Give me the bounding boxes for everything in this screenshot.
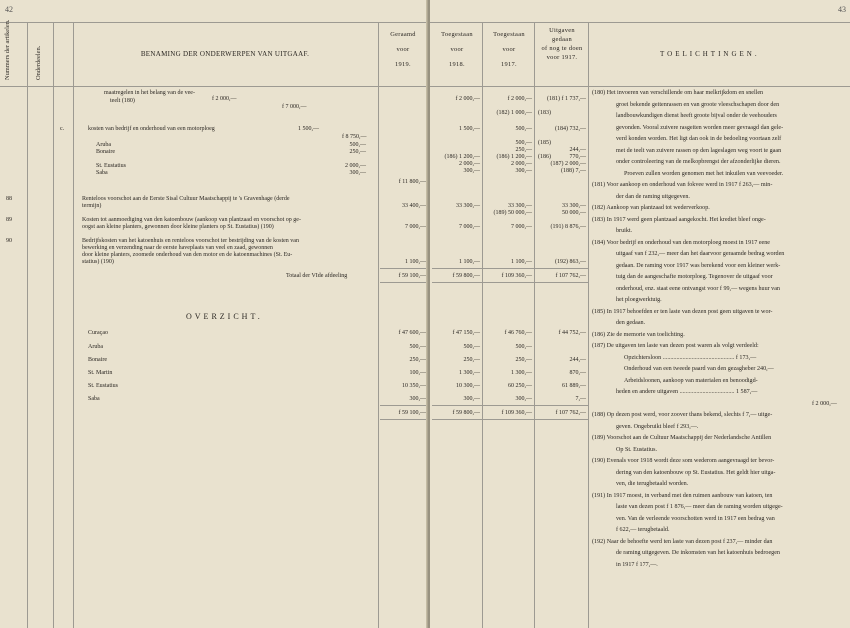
amount-1918: 33 300,— (456, 203, 480, 209)
note-line: geven. Ongebruikt bleef f 293,—. (616, 423, 699, 430)
row-amount: 1 100,— (405, 259, 426, 265)
header-toegestaan-1918-b: voor (450, 46, 464, 53)
header-toegestaan-1917-a: Toegestaan (493, 31, 525, 38)
overview-1917: 1 300,— (511, 370, 532, 376)
note-line: (190) Evenals voor 1918 wordt deze som wederom aangevraagd ter bevor- (592, 458, 775, 464)
overview-1917: 500,— (515, 344, 532, 350)
overview-amount: 500,— (409, 344, 426, 350)
note-line: (183) In 1917 werd geen plantzaad aangekocht. Het krediet bleef onge- (592, 216, 766, 223)
note-line: Opzichtersloon ............................................... f 173,— (624, 354, 757, 361)
note-line: f 2 000,— (812, 400, 837, 407)
sum-rule (432, 268, 588, 269)
note-line: Proeven zullen worden genomen met het inkuilen van veevoeder. (624, 170, 784, 177)
row-amount: f 11 800,— (398, 179, 426, 185)
note-line: (189) Voorschot aan de Cultuur Maatschappij der Nederlandsche Antillen (592, 435, 772, 441)
col-rule (482, 22, 483, 628)
note-line: f 622,— terugbetaald. (616, 527, 670, 533)
header-top-rule (0, 22, 428, 23)
note-line: (186) Zie de memorie van toelichting. (592, 331, 685, 338)
amount-uitgaven: (187) 2 000,— (550, 161, 586, 167)
total-label: Totaal der VIde afdeeling (286, 273, 348, 279)
row-text: teelt (180) (110, 98, 135, 104)
note-line: de raming uitgegeven. De inkomsten van het katoenhuis bedroegen (616, 550, 780, 556)
article-number: 89 (6, 217, 12, 223)
overview-amount: 10 350,— (402, 383, 426, 389)
header-toegestaan-1918-c: 1918. (449, 61, 465, 68)
header-toegestaan-1918 (432, 30, 482, 69)
overview-1918: 1 300,— (459, 370, 480, 376)
col-rule (588, 22, 589, 628)
row-text: Saba (96, 170, 108, 176)
note-line: onder controleering van de melkopbrengst der afzonderlijke dieren. (616, 159, 781, 165)
row-text: Kosten tot aanmoediging van den katoenbouw (aankoop van plantzaad en voorschot op ge- (82, 217, 301, 223)
sum-rule (380, 268, 426, 269)
row-text: maatregelen in het belang van de vee- (104, 90, 195, 96)
amount-1918: 1 100,— (459, 259, 480, 265)
overview-1917: 250,— (515, 357, 532, 363)
overview-1918: 500,— (463, 344, 480, 350)
row-amount: f 7 000,— (282, 104, 307, 110)
row-text: door kleine planters, zoomede onderhoud van den motor en de katoenmachines (St. Eu- (82, 252, 293, 258)
row-text: bewerking en verzending naar de eerste haveplaats van veel en zaad, gewonnen (82, 245, 273, 251)
sum-rule (432, 405, 588, 406)
row-amount: 300,— (349, 170, 366, 176)
amount-1917: (186) 1 200,— (496, 154, 532, 160)
row-text: St. Eustatius (96, 163, 127, 169)
note-line: groei bekende geitenrassen en van groote vleeschschapen door den (616, 101, 780, 108)
row-amount: 500,— (349, 142, 366, 148)
note-line: onderhoud, enz. staat eene ontvangst voor f 99,— wegens huur van (616, 285, 780, 292)
overview-uitgaven: 870,— (569, 370, 586, 376)
note-line: Op St. Eustatius. (616, 446, 657, 453)
header-bottom-rule (430, 86, 850, 87)
header-uitgaven-c: of nog te doen (541, 45, 583, 52)
row-text: Bonaire (96, 149, 115, 155)
note-line: dering van den katoenbouw op St. Eustatius. Het geldt hier uitga- (616, 469, 776, 476)
amount-1918: 2 000,— (459, 161, 480, 167)
overview-amount: 100,— (409, 370, 426, 376)
right-page (430, 0, 850, 628)
row-text: termijn) (82, 203, 102, 209)
amount-uitgaven: 770,— (569, 154, 586, 160)
amount-1917: 300,— (515, 168, 532, 174)
row-text: kosten van bedrijf en onderhoud van een motorploeg (88, 126, 215, 132)
row-amount: f 8 750,— (342, 134, 367, 140)
overview-total-1917: f 109 360,— (501, 410, 532, 416)
row-text: Aruba (96, 142, 111, 148)
amount-1917: (182) 1 000,— (496, 110, 532, 116)
amount-1917: 1 100,— (511, 259, 532, 265)
total-uitgaven: f 107 762,— (555, 273, 586, 279)
note-line: der dan de raming uitgegeven. (616, 193, 690, 200)
row-text: oogst aan kleine planters, gewonnen door kleine planters op St. Eustatius) (190) (82, 224, 274, 230)
header-toelichtingen: TOELICHTINGEN. (660, 50, 760, 58)
amount-uitgaven: (191) 8 876,— (550, 224, 586, 230)
page-number-right: 43 (838, 5, 846, 14)
page-number-left: 42 (5, 5, 13, 14)
note-line: landbouwkundigen dienst heeft groote bijval onder de veehouders (616, 113, 777, 119)
amount-1917: 2 000,— (511, 161, 532, 167)
header-nummers: Nummers der artikelen. (4, 19, 11, 80)
overview-label: Saba (88, 396, 100, 402)
row-text: Renteloos voorschot aan de Eerste Sisal Cultuur Maatschappij te 's Gravenhage (derde (82, 196, 290, 202)
overview-1917: f 46 760,— (504, 330, 532, 336)
note-line: met de teelt van zuivere rassen op den lageslagen weg voort te gaan (616, 147, 782, 154)
header-toegestaan-1918-a: Toegestaan (441, 31, 473, 38)
note-line: gedaan. De raming voor 1917 was berekend voor een kleiner werk- (616, 262, 781, 269)
note-line: in 1917 f 177,—. (616, 561, 658, 568)
col-rule (378, 22, 379, 628)
header-top-rule (430, 22, 850, 23)
amount-1918: f 2 000,— (455, 96, 480, 102)
amount-uitgaven: (185) (538, 140, 551, 146)
article-number: 88 (6, 196, 12, 202)
note-line: het ploegwerktuig. (616, 297, 662, 303)
overview-uitgaven: 7,— (575, 396, 586, 402)
amount-1917: f 2 000,— (507, 96, 532, 102)
row-amount: f 2 000,— (212, 96, 237, 102)
note-line: heden en andere uitgaven .................................... 1 587,— (616, 389, 758, 395)
amount-uitgaven: (192) 863,— (555, 259, 586, 265)
note-line: ven, die terugbetaald worden. (616, 481, 689, 487)
note-line: (185) In 1917 behoefden er ten laste van dezen post geen uitgaven te wor- (592, 308, 773, 315)
overview-uitgaven: 61 889,— (562, 383, 586, 389)
amount-uitgaven: (181) f 1 737,— (547, 96, 586, 102)
amount-1917: 500,— (515, 126, 532, 132)
overview-uitgaven: 244,— (569, 357, 586, 363)
note-line: ven. Van de verleende voorschotten werd in 1917 een bedrag van (616, 515, 775, 522)
overview-total: f 59 100,— (398, 410, 426, 416)
header-bottom-rule (0, 86, 428, 87)
overview-1917: 60 250,— (508, 383, 532, 389)
amount-1917: 7 000,— (511, 224, 532, 230)
note-line: laste van dezen post f 1 876,— meer dan de raming worden uitgege- (616, 504, 783, 510)
amount-uitgaven: (184) 732,— (555, 126, 586, 132)
sum-rule (380, 282, 426, 283)
note-line: (182) Aankoop van plantzaad tot wederverkoop. (592, 205, 710, 211)
amount-uitgaven: (188) 7,— (561, 168, 586, 174)
amount-1918: 7 000,— (459, 224, 480, 230)
header-toegestaan-1917-c: 1917. (501, 61, 517, 68)
row-amount: 1 500,— (298, 126, 319, 132)
note-line: (184) Voor bedrijf en onderhoud van den motorploeg moest in 1917 eene (592, 239, 770, 246)
header-geraamd (380, 30, 426, 69)
overview-1917: 300,— (515, 396, 532, 402)
overview-label: Bonaire (88, 357, 107, 363)
overview-label: Curaçao (88, 330, 108, 336)
overview-amount: 250,— (409, 357, 426, 363)
row-amount: 33 400,— (402, 203, 426, 209)
sum-rule (432, 419, 588, 420)
sum-rule (432, 282, 588, 283)
amount-1917: 250,— (515, 147, 532, 153)
note-line: uitgaaf van f 232,— meer dan het daarvoor geraamde bedrag worden (616, 251, 785, 257)
header-uitgaven-d: voor 1917. (546, 54, 578, 61)
header-benaming: BENAMING DER ONDERWERPEN VAN UITGAAF. (140, 50, 310, 58)
header-geraamd-3: 1919. (395, 61, 411, 68)
amount-1918: 300,— (463, 168, 480, 174)
header-geraamd-2: voor (396, 46, 410, 53)
header-toegestaan-1917 (484, 30, 534, 69)
note-line: (191) In 1917 moest, in verband met den ruimen aanbouw van katoen, ten (592, 492, 773, 499)
col-rule (73, 22, 74, 628)
amount-1917: (189) 50 000,— (493, 210, 532, 216)
total-amount: f 59 100,— (398, 273, 426, 279)
overview-label: St. Martin (88, 370, 113, 376)
total-1918: f 59 800,— (452, 273, 480, 279)
overview-amount: 300,— (409, 396, 426, 402)
amount-1917: 33 300,— (508, 203, 532, 209)
row-amount: 250,— (349, 149, 366, 155)
sum-rule (380, 405, 426, 406)
note-line: (192) Naar de behoefte werd ten laste van dezen post f 237,— minder dan (592, 538, 773, 545)
overview-label: St. Eustatius (88, 383, 119, 389)
overview-1918: 300,— (463, 396, 480, 402)
overview-1918: 10 300,— (456, 383, 480, 389)
note-line: verd konden worden. Het ligt dan ook in de bedoeling voortaan zelf (616, 136, 782, 142)
overview-total-uitgaven: f 107 762,— (555, 410, 586, 416)
col-rule (534, 22, 535, 628)
col-rule (53, 22, 54, 628)
overzicht-heading: OVERZICHT. (186, 312, 263, 321)
note-line: (181) Voor aankoop en onderhoud van fokvee werd in 1917 f 263,— min- (592, 182, 773, 188)
overview-label: Aruba (88, 344, 103, 350)
header-uitgaven-a: Uitgaven (549, 27, 575, 34)
header-uitgaven (536, 26, 588, 62)
note-line: bruikt. (616, 228, 633, 234)
note-line: (187) De uitgaven ten laste van dezen post waren als volgt verdeeld: (592, 343, 759, 349)
row-text: Bedrijfskosten van het katoenhuis en renteloos voorschot ter bestrijding van de kosten van (82, 238, 299, 244)
amount-uitgaven: 244,— (569, 147, 586, 153)
note-line: Arbeidsloonen, aankoop van materialen en benoodigd- (624, 377, 758, 384)
header-toegestaan-1917-b: voor (502, 46, 516, 53)
overview-1918: 250,— (463, 357, 480, 363)
note-line: (188) Op dezen post werd, voor zoover thans bekend, slechts f 7,— uitge- (592, 412, 773, 418)
note-line: tuig dan de aangeschafte motorploeg. Tegenover de uitgaaf voor (616, 274, 773, 280)
sum-rule (380, 419, 426, 420)
amount-uitgaven: 33 300,— (562, 203, 586, 209)
amount-uitgaven: (186) (538, 154, 551, 160)
header-geraamd-1: Geraamd (390, 31, 416, 38)
onderdeel-label: c. (60, 126, 65, 132)
article-number: 90 (6, 238, 12, 244)
amount-1918: 1 500,— (459, 126, 480, 132)
header-onderdeelen: Onderdeelen. (35, 45, 42, 80)
amount-uitgaven: (183) (538, 110, 551, 116)
note-line: den gedaan. (616, 320, 646, 326)
overview-1918: f 47 150,— (452, 330, 480, 336)
row-amount: 7 000,— (405, 224, 426, 230)
overview-amount: f 47 600,— (398, 330, 426, 336)
row-text: statius) (190) (82, 259, 114, 265)
row-amount: 2 000,— (345, 163, 366, 169)
total-1917: f 109 360,— (501, 273, 532, 279)
note-line: gevonden. Vooral zuivere rasgeiten worden meer gevraagd dan gele- (616, 124, 784, 131)
overview-uitgaven: f 44 752,— (558, 330, 586, 336)
amount-1918: (186) 1 200,— (444, 154, 480, 160)
overview-total-1918: f 59 800,— (452, 410, 480, 416)
col-rule (27, 22, 28, 628)
header-uitgaven-b: gedaan (552, 36, 572, 43)
note-line: (180) Het invoeren van verschillende om haar melkrijkdom en snellen (592, 90, 764, 96)
note-line: Onderhoud van een tweede paard van den gezagheber 240,— (624, 366, 774, 372)
amount-1917: 500,— (515, 140, 532, 146)
amount-uitgaven: 50 000,— (562, 210, 586, 216)
